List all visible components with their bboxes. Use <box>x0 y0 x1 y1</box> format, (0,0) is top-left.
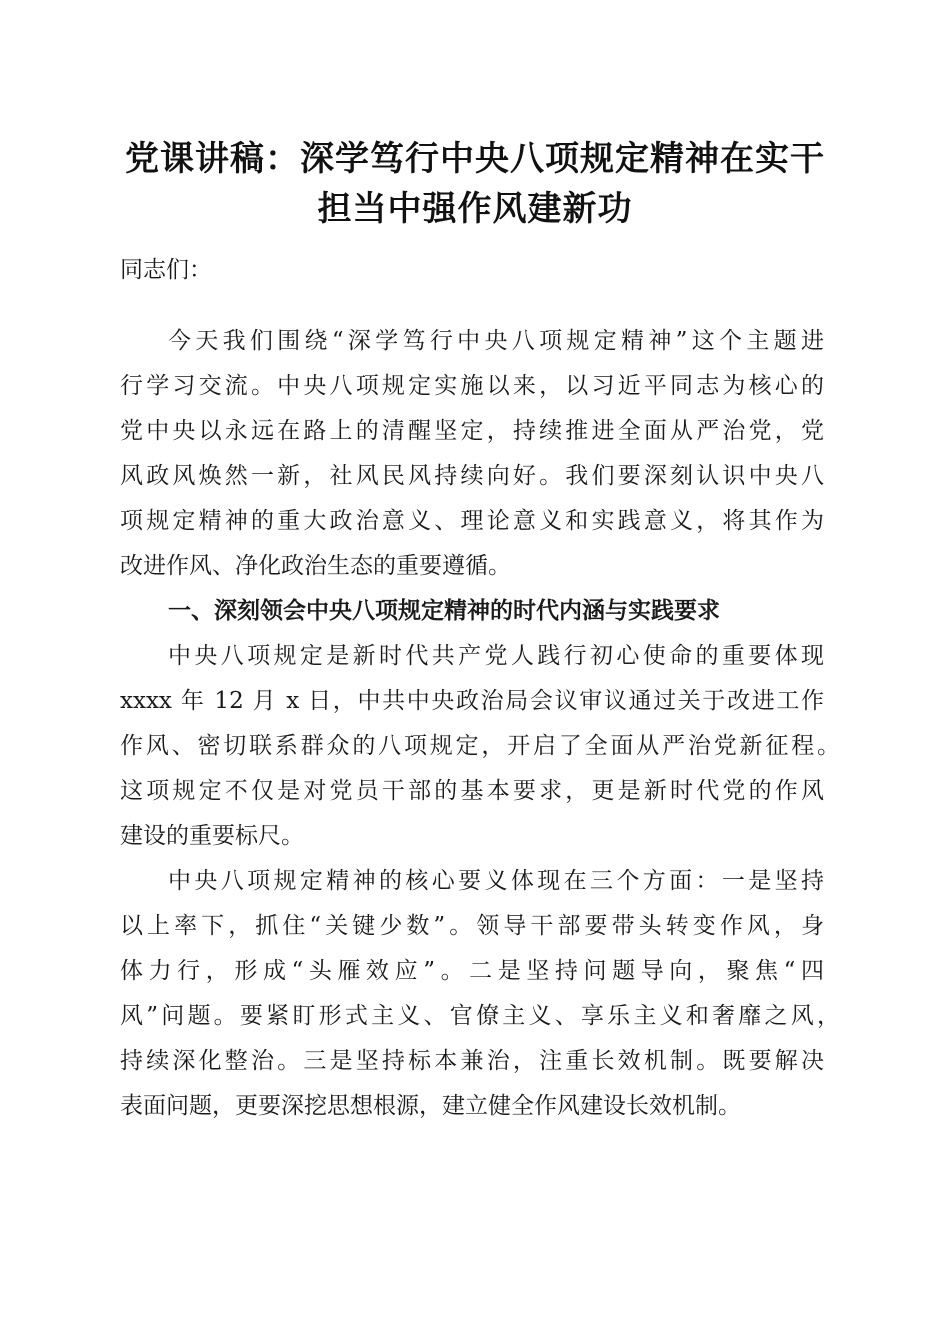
paragraph-3-line: 风”问题。要紧盯形式主义、官僚主义、享乐主义和奢靡之风， <box>120 1003 840 1029</box>
paragraph-1-line: 行学习交流。中央八项规定实施以来，以习近平同志为核心的 <box>120 373 824 399</box>
paragraph-2-line: xxxx 年 12 月 x 日，中共中央政治局会议审议通过关于改进工作 <box>120 688 824 714</box>
paragraph-2-line: 建设的重要标尺。 <box>120 823 304 849</box>
document-title-line-2: 担当中强作风建新功 <box>317 189 633 229</box>
paragraph-2-line: 作风、密切联系群众的八项规定，开启了全面从严治党新征程。 <box>120 733 840 759</box>
salutation: 同志们： <box>120 257 212 283</box>
paragraph-2-line: 这项规定不仅是对党员干部的基本要求，更是新时代党的作风 <box>120 778 824 804</box>
paragraph-3-line: 持续深化整治。三是坚持标本兼治，注重长效机制。既要解决 <box>120 1048 824 1074</box>
paragraph-1-line: 风政风焕然一新，社风民风持续向好。我们要深刻认识中央八 <box>120 463 824 489</box>
paragraph-3-line: 以上率下，抓住“关键少数”。领导干部要带头转变作风，身 <box>120 913 824 939</box>
paragraph-1-line: 项规定精神的重大政治意义、理论意义和实践意义，将其作为 <box>120 508 824 534</box>
paragraph-1-line: 今天我们围绕“深学笃行中央八项规定精神”这个主题进 <box>168 328 824 354</box>
paragraph-1-line: 党中央以永远在路上的清醒坚定，持续推进全面从严治党，党 <box>120 418 824 444</box>
section-1-heading: 一、深刻领会中央八项规定精神的时代内涵与实践要求 <box>168 598 720 624</box>
paragraph-3-line: 体力行，形成“头雁效应”。二是坚持问题导向，聚焦“四 <box>120 958 824 984</box>
paragraph-3-line: 中央八项规定精神的核心要义体现在三个方面：一是坚持 <box>168 868 824 894</box>
paragraph-3-line: 表面问题，更要深挖思想根源，建立健全作风建设长效机制。 <box>120 1093 741 1119</box>
paragraph-2-line: 中央八项规定是新时代共产党人践行初心使命的重要体现 <box>168 643 824 669</box>
paragraph-1-line: 改进作风、净化政治生态的重要遵循。 <box>120 553 511 579</box>
document-title-line-1: 党课讲稿：深学笃行中央八项规定精神在实干 <box>125 139 825 179</box>
